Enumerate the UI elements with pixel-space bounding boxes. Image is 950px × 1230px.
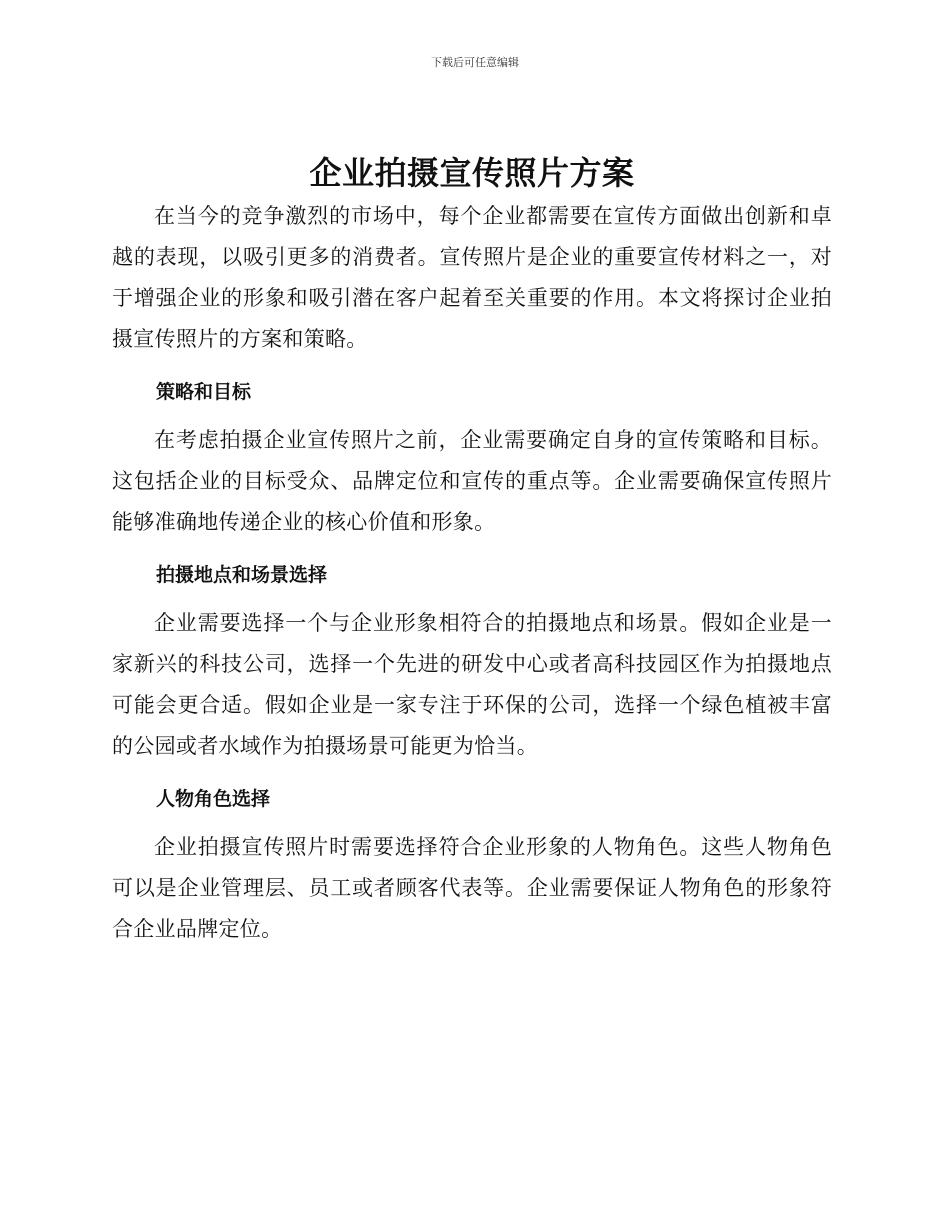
document-title: 企业拍摄宣传照片方案 [309, 154, 635, 192]
intro-paragraph: 在当今的竞争激烈的市场中，每个企业都需要在宣传方面做出创新和卓越的表现，以吸引更多的消费者。宣传照片是企业的重要宣传材料之一，对于增强企业的形象和吸引潜在客户起着至关重要的作用。本文将探讨企业拍摄宣传照片的方案和策略。 [112, 204, 832, 351]
section-heading-strategy: 策略和目标 [156, 381, 252, 403]
document-body [112, 150, 832, 950]
section-body-people: 企业拍摄宣传照片时需要选择符合企业形象的人物角色。这些人物角色可以是企业管理层、员工或者顾客代表等。企业需要保证人物角色的形象符合企业品牌定位。 [112, 835, 832, 941]
page-header-note: 下载后可任意编辑 [431, 56, 519, 69]
section-heading-people: 人物角色选择 [156, 788, 271, 810]
section-body-strategy: 在考虑拍摄企业宣传照片之前，企业需要确定自身的宣传策略和目标。这包括企业的目标受众、品牌定位和宣传的重点等。企业需要确保宣传照片能够准确地传递企业的核心价值和形象。 [112, 428, 832, 534]
section-heading-location: 拍摄地点和场景选择 [156, 564, 328, 586]
section-body-location: 企业需要选择一个与企业形象相符合的拍摄地点和场景。假如企业是一家新兴的科技公司，选择一个先进的研发中心或者高科技园区作为拍摄地点可能会更合适。假如企业是一家专注于环保的公司，选择一个绿色植被丰富的公园或者水域作为拍摄场景可能更为恰当。 [112, 611, 832, 758]
